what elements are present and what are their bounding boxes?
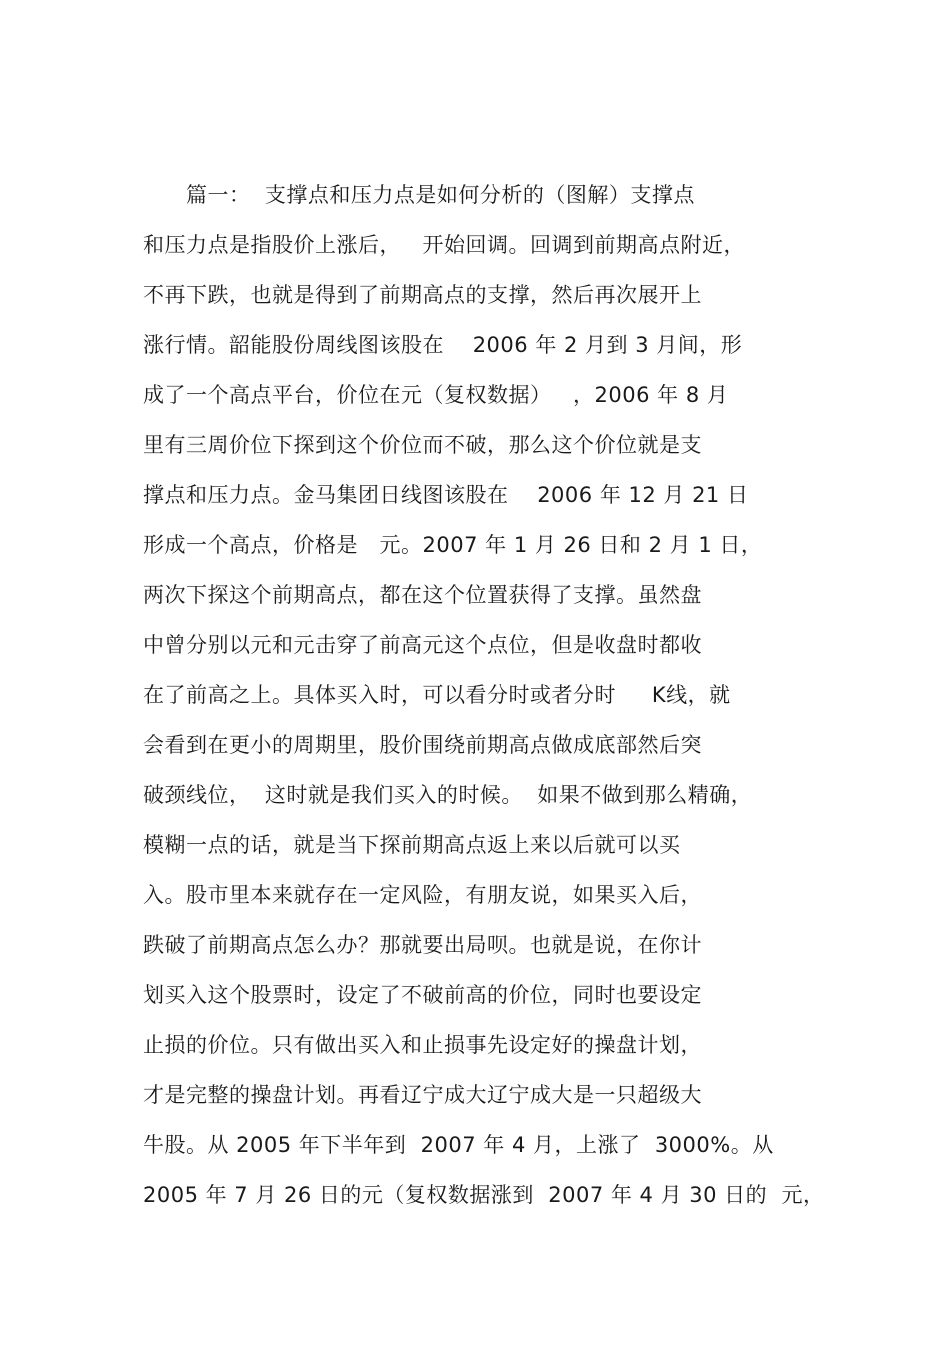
text-line: 牛股。从 2005 年下半年到 2007 年 4 月，上涨了 3000%。从 [143,1133,774,1157]
text-line: 会看到在更小的周期里，股价围绕前期高点做成底部然后突 [143,733,702,757]
text-line: 成了一个高点平台，价位在元（复权数据） ，2006 年 8 月 [143,383,729,407]
body-text [143,170,823,1220]
text-line: 和压力点是指股价上涨后， 开始回调。回调到前期高点附近， [143,233,746,257]
text-line: 里有三周价位下探到这个价位而不破，那么这个价位就是支 [143,433,702,457]
text-line: 中曾分别以元和元击穿了前高元这个点位，但是收盘时都收 [143,633,702,657]
text-line: 止损的价位。只有做出买入和止损事先设定好的操盘计划， [143,1033,702,1057]
text-line: 入。股市里本来就存在一定风险，有朋友说，如果买入后， [143,883,702,907]
text-line: 跌破了前期高点怎么办？那就要出局呗。也就是说，在你计 [143,933,702,957]
text-line: 才是完整的操盘计划。再看辽宁成大辽宁成大是一只超级大 [143,1083,702,1107]
text-line: 在了前高之上。具体买入时，可以看分时或者分时 K线，就 [143,683,731,707]
text-line: 模糊一点的话，就是当下探前期高点返上来以后就可以买 [143,833,681,857]
text-line: 篇一： 支撑点和压力点是如何分析的（图解）支撑点 [143,183,695,207]
text-line: 破颈线位， 这时就是我们买入的时候。 如果不做到那么精确， [143,783,753,807]
text-line: 2005 年 7 月 26 日的元（复权数据涨到 2007 年 4 月 30 日的 元， [143,1183,825,1207]
text-line: 划买入这个股票时，设定了不破前高的价位，同时也要设定 [143,983,702,1007]
text-line: 两次下探这个前期高点，都在这个位置获得了支撑。虽然盘 [143,583,702,607]
text-line: 撑点和压力点。金马集团日线图该股在 2006 年 12 月 21 日 [143,483,749,507]
text-line: 不再下跌，也就是得到了前期高点的支撑，然后再次展开上 [143,283,702,307]
text-line: 形成一个高点，价格是 元。2007 年 1 月 26 日和 2 月 1 日， [143,533,763,557]
text-line: 涨行情。韶能股份周线图该股在 2006 年 2 月到 3 月间，形 [143,333,743,357]
